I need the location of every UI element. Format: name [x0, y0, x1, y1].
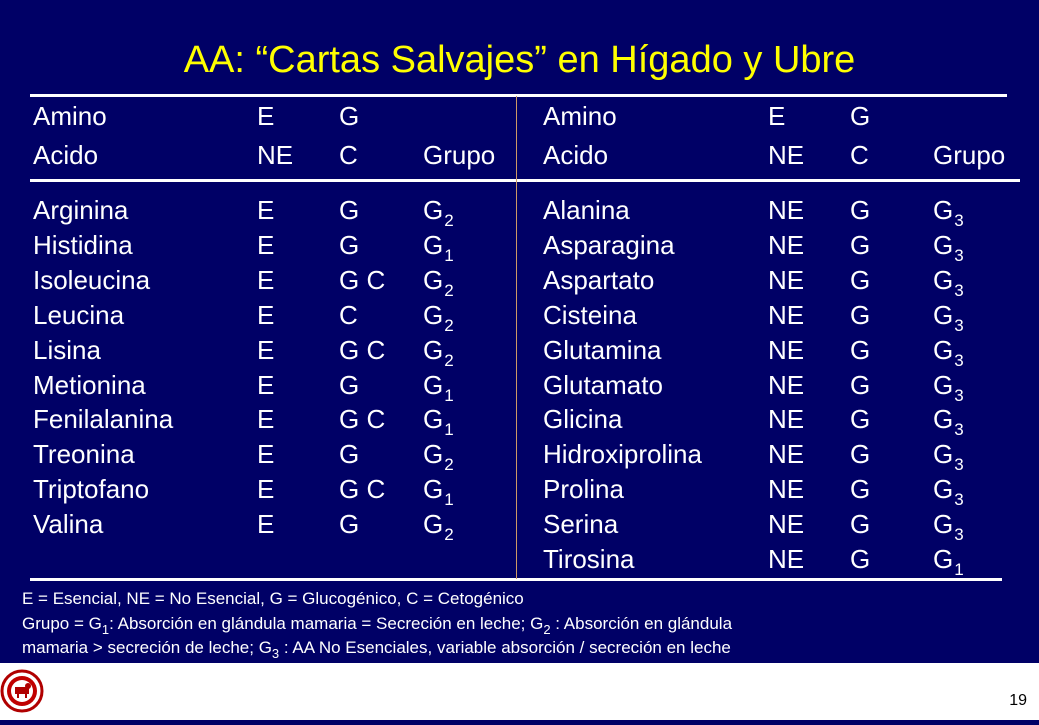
group-letter: G [933, 404, 954, 434]
left-row-essential: E [257, 195, 275, 225]
right-row-gc: G [850, 404, 871, 434]
group-letter: G [933, 230, 954, 260]
footnote-group-definition-cont [22, 637, 731, 660]
group-letter: G [423, 509, 444, 539]
left-row-name: Histidina [33, 230, 133, 260]
group-letter: G [933, 265, 954, 295]
right-row-group [933, 195, 964, 229]
right-row-name: Glutamato [543, 370, 663, 400]
right-header-amino: Amino [543, 101, 617, 131]
right-row-group [933, 370, 964, 404]
left-row-gc: G C [339, 404, 386, 434]
footnote-text: mamaria > secreción de leche; G [22, 638, 272, 657]
group-letter: G [423, 474, 444, 504]
left-row-gc: G C [339, 474, 386, 504]
right-row-gc: G [850, 544, 871, 574]
right-row-group [933, 300, 964, 334]
right-row-group [933, 265, 964, 299]
group-letter: G [933, 195, 954, 225]
slide-title: AA: “Cartas Salvajes” en Hígado y Ubre [183, 39, 856, 81]
group-subscript: 2 [444, 316, 454, 335]
right-row-group [933, 439, 964, 473]
left-row-gc: G [339, 439, 360, 469]
right-row-essential: NE [768, 439, 805, 469]
left-header-c: C [339, 140, 358, 170]
left-row-group [423, 370, 454, 404]
group-subscript: 2 [444, 351, 454, 370]
right-header-e: E [768, 101, 786, 131]
left-header-e: E [257, 101, 275, 131]
group-subscript: 2 [444, 281, 454, 300]
right-row-name: Asparagina [543, 230, 675, 260]
right-header-c: C [850, 140, 869, 170]
group-letter: G [423, 335, 444, 365]
right-row-group [933, 335, 964, 369]
group-subscript: 1 [444, 420, 454, 439]
right-row-name: Aspartato [543, 265, 655, 295]
right-row-gc: G [850, 335, 871, 365]
header-bottom-rule [30, 179, 1020, 182]
right-row-essential: NE [768, 544, 805, 574]
left-row-group [423, 265, 454, 299]
column-divider [516, 96, 517, 579]
page-number: 19 [1009, 692, 1027, 709]
right-row-essential: NE [768, 265, 805, 295]
left-row-group [423, 509, 454, 543]
right-row-essential: NE [768, 404, 805, 434]
left-row-group [423, 335, 454, 369]
group-subscript: 1 [954, 560, 964, 579]
right-row-name: Alanina [543, 195, 630, 225]
right-row-gc: G [850, 439, 871, 469]
right-row-group [933, 509, 964, 543]
left-row-name: Arginina [33, 195, 129, 225]
group-subscript: 1 [444, 246, 454, 265]
left-row-gc: C [339, 300, 358, 330]
left-row-group [423, 439, 454, 473]
left-row-essential: E [257, 300, 275, 330]
header-top-rule [30, 94, 1007, 97]
group-subscript: 3 [954, 351, 964, 370]
left-row-group [423, 404, 454, 438]
group-letter: G [423, 195, 444, 225]
left-row-essential: E [257, 474, 275, 504]
group-letter: G [423, 439, 444, 469]
left-row-group [423, 474, 454, 508]
right-row-group [933, 474, 964, 508]
right-row-essential: NE [768, 509, 805, 539]
group-subscript: 2 [444, 455, 454, 474]
left-row-name: Leucina [33, 300, 125, 330]
right-row-name: Glutamina [543, 335, 662, 365]
left-row-gc: G [339, 195, 360, 225]
slide-footer-band [0, 663, 1039, 720]
right-row-name: Tirosina [543, 544, 635, 574]
left-row-essential: E [257, 370, 275, 400]
footnote-legend: E = Esencial, NE = No Esencial, G = Glucogénico, C = Cetogénico [22, 589, 524, 608]
left-row-gc: G [339, 370, 360, 400]
right-row-gc: G [850, 195, 871, 225]
footnote-text: : Absorción en glándula [550, 614, 733, 633]
university-seal-icon [0, 663, 44, 720]
left-row-name: Valina [33, 509, 104, 539]
left-row-name: Lisina [33, 335, 101, 365]
left-row-name: Isoleucina [33, 265, 151, 295]
right-header-g: G [850, 101, 871, 131]
left-row-essential: E [257, 265, 275, 295]
left-header-grupo: Grupo [423, 140, 496, 170]
right-row-name: Hidroxiprolina [543, 439, 702, 469]
left-header-acido: Acido [33, 140, 99, 170]
left-row-name: Fenilalanina [33, 404, 174, 434]
left-row-group [423, 230, 454, 264]
right-row-essential: NE [768, 300, 805, 330]
left-row-name: Triptofano [33, 474, 150, 504]
right-row-gc: G [850, 265, 871, 295]
group-letter: G [423, 230, 444, 260]
left-row-essential: E [257, 509, 275, 539]
right-row-name: Prolina [543, 474, 624, 504]
group-subscript: 3 [954, 490, 964, 509]
right-row-name: Cisteina [543, 300, 637, 330]
group-subscript: 3 [954, 386, 964, 405]
left-row-essential: E [257, 439, 275, 469]
right-row-essential: NE [768, 370, 805, 400]
left-row-essential: E [257, 404, 275, 434]
group-letter: G [423, 404, 444, 434]
right-row-essential: NE [768, 195, 805, 225]
right-row-name: Serina [543, 509, 619, 539]
group-letter: G [933, 335, 954, 365]
group-subscript: 3 [954, 246, 964, 265]
left-row-gc: G [339, 509, 360, 539]
right-row-gc: G [850, 300, 871, 330]
right-header-grupo: Grupo [933, 140, 1006, 170]
left-row-gc: G C [339, 265, 386, 295]
footnote-text: : Absorción en glándula mamaria = Secreción en leche; G [109, 614, 544, 633]
group-subscript: 2 [444, 211, 454, 230]
group-letter: G [933, 509, 954, 539]
group-letter: G [933, 370, 954, 400]
footnote-text: Grupo = G [22, 614, 102, 633]
group-subscript: 3 [954, 281, 964, 300]
group-subscript: 3 [954, 420, 964, 439]
footnote-subscript: 3 [271, 646, 280, 661]
left-row-group [423, 195, 454, 229]
left-row-group [423, 300, 454, 334]
right-row-gc: G [850, 370, 871, 400]
right-row-essential: NE [768, 474, 805, 504]
left-row-essential: E [257, 335, 275, 365]
group-subscript: 3 [954, 316, 964, 335]
right-row-gc: G [850, 230, 871, 260]
right-row-name: Glicina [543, 404, 623, 434]
left-row-essential: E [257, 230, 275, 260]
right-row-group [933, 404, 964, 438]
footnote-subscript: 1 [101, 622, 110, 637]
group-subscript: 1 [444, 386, 454, 405]
right-row-gc: G [850, 474, 871, 504]
right-row-essential: NE [768, 230, 805, 260]
right-header-acido: Acido [543, 140, 609, 170]
group-letter: G [933, 439, 954, 469]
group-letter: G [423, 370, 444, 400]
right-row-group [933, 230, 964, 264]
group-letter: G [423, 265, 444, 295]
group-subscript: 3 [954, 525, 964, 544]
group-letter: G [933, 474, 954, 504]
group-subscript: 3 [954, 455, 964, 474]
left-header-ne: NE [257, 140, 294, 170]
left-header-amino: Amino [33, 101, 107, 131]
group-letter: G [933, 544, 954, 574]
footnote-subscript: 2 [543, 622, 551, 637]
left-header-g: G [339, 101, 360, 131]
group-letter: G [423, 300, 444, 330]
left-row-name: Treonina [33, 439, 135, 469]
group-subscript: 2 [444, 525, 454, 544]
footnote-text: : AA No Esenciales, variable absorción / secreción en leche [279, 638, 731, 657]
group-letter: G [933, 300, 954, 330]
right-row-gc: G [850, 509, 871, 539]
left-row-name: Metionina [33, 370, 146, 400]
right-header-ne: NE [768, 140, 805, 170]
left-row-gc: G [339, 230, 360, 260]
left-row-gc: G C [339, 335, 386, 365]
right-row-essential: NE [768, 335, 805, 365]
group-subscript: 3 [954, 211, 964, 230]
footnote-group-definition [22, 613, 732, 636]
group-subscript: 1 [444, 490, 454, 509]
right-row-group [933, 544, 964, 578]
